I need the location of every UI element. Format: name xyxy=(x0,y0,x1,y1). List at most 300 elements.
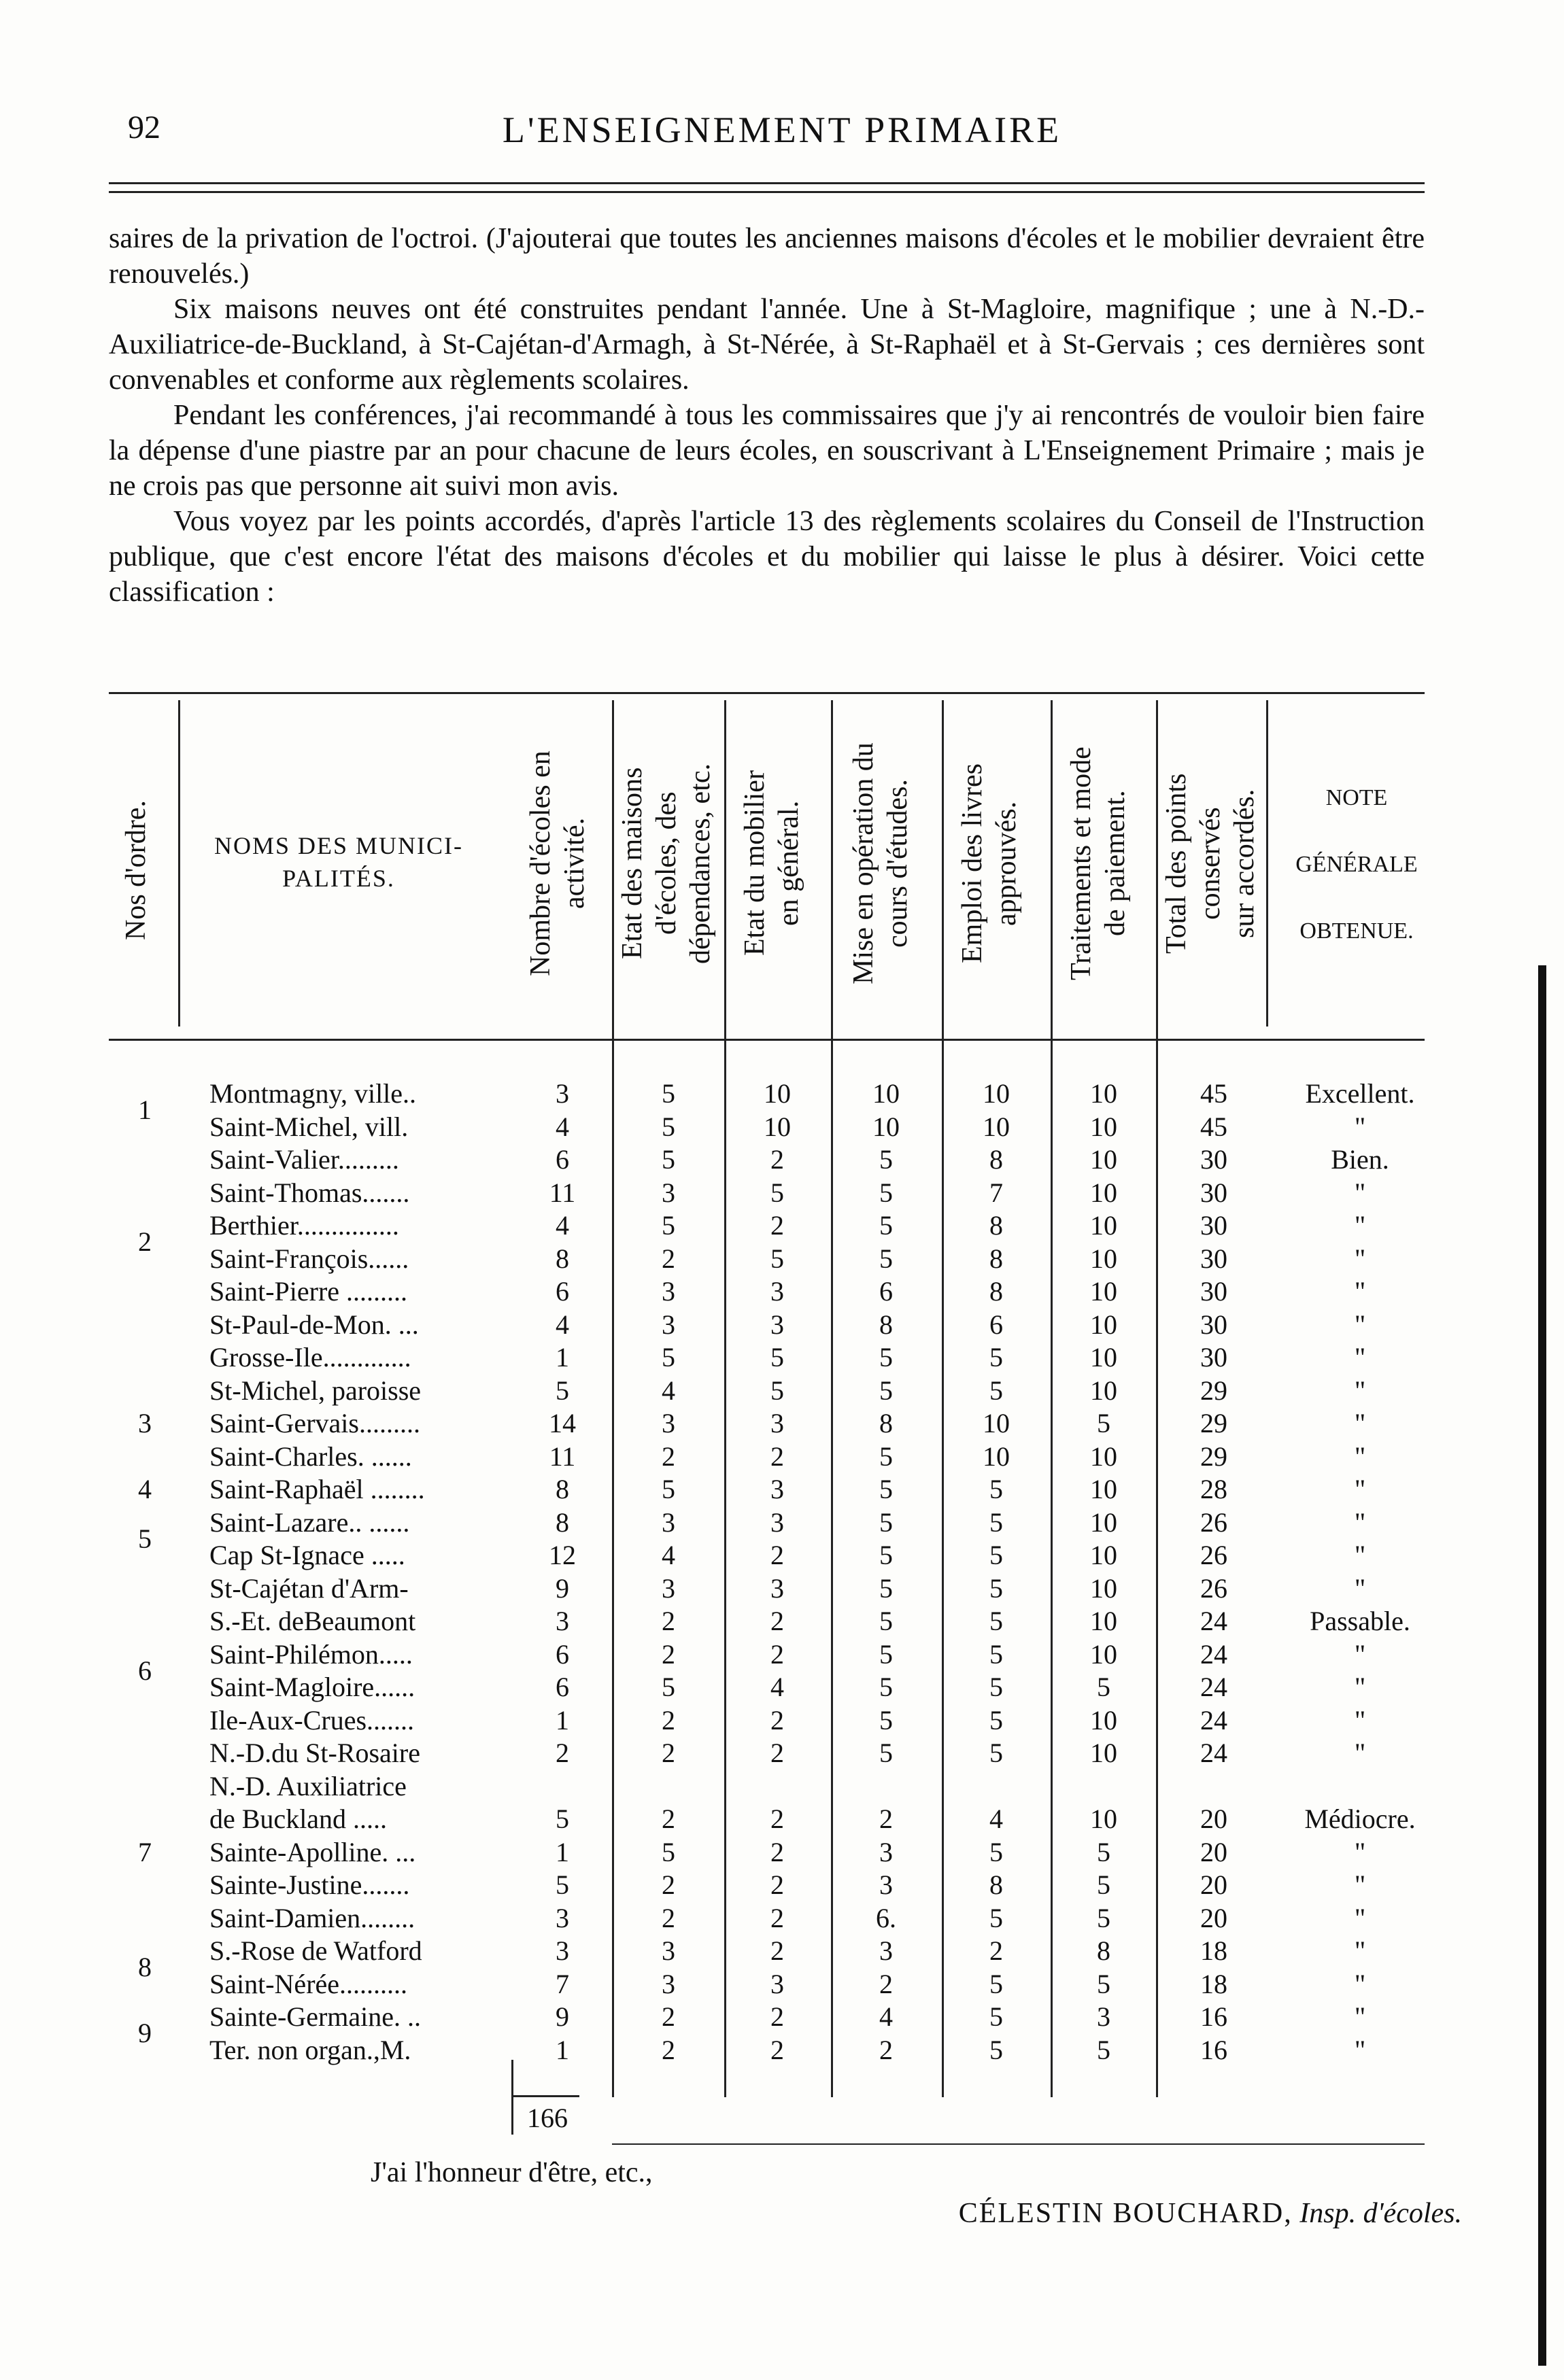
municipality-name: Saint-Charles. ...... xyxy=(209,1441,412,1472)
cell-note: " xyxy=(1354,1738,1366,1768)
cell-courses: 5 xyxy=(879,1342,893,1373)
cell-books: 8 xyxy=(989,1243,1003,1274)
cell-total: 30 xyxy=(1200,1276,1227,1307)
cell-salaries: 10 xyxy=(1090,1474,1117,1504)
cell-houses: 3 xyxy=(662,1968,675,1999)
cell-note: " xyxy=(1354,1375,1366,1406)
cell-books: 5 xyxy=(989,2034,1003,2065)
cell-note: " xyxy=(1354,1672,1366,1702)
cell-books: 5 xyxy=(989,1968,1003,1999)
cell-furniture: 2 xyxy=(770,2001,784,2032)
municipality-name: Sainte-Apolline. ... xyxy=(209,1836,416,1867)
cell-note: Bien. xyxy=(1331,1144,1389,1175)
header-rule xyxy=(109,182,1425,184)
cell-total: 20 xyxy=(1200,1869,1227,1900)
cell-books: 5 xyxy=(989,2001,1003,2032)
cell-courses: 3 xyxy=(879,1935,893,1966)
cell-furniture: 5 xyxy=(770,1177,784,1208)
cell-salaries: 10 xyxy=(1090,1441,1117,1472)
table-top-rule xyxy=(109,692,1425,694)
header-schools: Nombre d'écoles en activité. xyxy=(525,751,590,976)
cell-total: 30 xyxy=(1200,1144,1227,1175)
cell-salaries: 10 xyxy=(1090,1111,1117,1142)
paragraph: Six maisons neuves ont été construites pendant l'année. Une à St-Magloire, magnifique ; une à N.-D.-Auxiliatrice-de-Buckland, à St-Cajétan-d'Armagh, à St-Nérée, à St-Raphaël et à St-Gervais ; ces dernières sont convenables et conforme aux règlements scolaires. xyxy=(109,294,1425,396)
cell-schools: 8 xyxy=(556,1506,569,1538)
cell-houses: 5 xyxy=(662,1111,675,1142)
municipality-name: N.-D.du St-Rosaire xyxy=(209,1738,420,1768)
cell-total: 20 xyxy=(1200,1836,1227,1867)
cell-furniture: 2 xyxy=(770,1804,784,1834)
cell-salaries: 10 xyxy=(1090,1243,1117,1274)
group-number: 2 xyxy=(138,1226,152,1258)
cell-houses: 5 xyxy=(662,1210,675,1241)
cell-houses: 5 xyxy=(662,1836,675,1867)
header-furniture: Etat du mobilier en général. xyxy=(739,770,804,956)
header-courses: Mise en opération du cours d'études. xyxy=(848,742,913,984)
header-note: NOTE GÉNÉRALE OBTENUE. xyxy=(1295,785,1418,944)
cell-books: 5 xyxy=(989,1704,1003,1736)
cell-total: 20 xyxy=(1200,1804,1227,1834)
cell-schools: 8 xyxy=(556,1474,569,1504)
sum-rule xyxy=(511,2095,579,2097)
cell-schools: 9 xyxy=(556,2001,569,2032)
cell-salaries: 5 xyxy=(1097,1869,1110,1900)
cell-furniture: 10 xyxy=(764,1111,791,1142)
header-order: Nos d'ordre. xyxy=(120,800,152,940)
municipality-name: Ile-Aux-Crues....... xyxy=(209,1704,415,1736)
cell-courses: 5 xyxy=(879,1441,893,1472)
cell-note: " xyxy=(1354,1408,1366,1438)
cell-courses: 3 xyxy=(879,1836,893,1867)
cell-furniture: 2 xyxy=(770,1540,784,1570)
cell-salaries: 5 xyxy=(1097,1968,1110,1999)
municipality-name: Saint-Damien........ xyxy=(209,1902,415,1933)
cell-total: 29 xyxy=(1200,1375,1227,1406)
header-names: NOMS DES MUNICI-PALITÉS. xyxy=(214,832,464,892)
cell-courses: 5 xyxy=(879,1704,893,1736)
cell-books: 8 xyxy=(989,1210,1003,1241)
header-books: Emploi des livres approuvés. xyxy=(957,763,1022,963)
cell-note: " xyxy=(1354,1276,1366,1307)
cell-salaries: 10 xyxy=(1090,1177,1117,1208)
cell-books: 10 xyxy=(983,1441,1010,1472)
cell-furniture: 2 xyxy=(770,1836,784,1867)
cell-note: " xyxy=(1354,1441,1366,1472)
cell-houses: 3 xyxy=(662,1276,675,1307)
cell-note: " xyxy=(1354,1902,1366,1933)
cell-note: " xyxy=(1354,1968,1366,1999)
group-number: 1 xyxy=(138,1094,152,1126)
cell-books: 10 xyxy=(983,1078,1010,1109)
cell-furniture: 2 xyxy=(770,1606,784,1636)
cell-salaries: 10 xyxy=(1090,1738,1117,1768)
cell-note: " xyxy=(1354,1869,1366,1900)
municipality-name: de Buckland ..... xyxy=(209,1804,388,1834)
cell-books: 8 xyxy=(989,1869,1003,1900)
cell-books: 10 xyxy=(983,1111,1010,1142)
cell-books: 5 xyxy=(989,1474,1003,1504)
page-number: 92 xyxy=(128,109,160,145)
cell-note: " xyxy=(1354,1704,1366,1736)
cell-books: 5 xyxy=(989,1342,1003,1373)
cell-courses: 5 xyxy=(879,1738,893,1768)
municipality-name: St-Michel, paroisse xyxy=(209,1375,422,1406)
cell-houses: 2 xyxy=(662,1902,675,1933)
cell-books: 5 xyxy=(989,1672,1003,1702)
cell-courses: 6 xyxy=(879,1276,893,1307)
cell-note: " xyxy=(1354,1309,1366,1340)
cell-courses: 5 xyxy=(879,1243,893,1274)
cell-schools: 6 xyxy=(556,1144,569,1175)
cell-courses: 5 xyxy=(879,1474,893,1504)
cell-salaries: 3 xyxy=(1097,2001,1110,2032)
group-number: 5 xyxy=(138,1523,152,1554)
cell-courses: 5 xyxy=(879,1638,893,1670)
cell-courses: 8 xyxy=(879,1309,893,1340)
cell-courses: 2 xyxy=(879,1804,893,1834)
cell-salaries: 5 xyxy=(1097,1672,1110,1702)
cell-schools: 5 xyxy=(556,1804,569,1834)
cell-note: " xyxy=(1354,1506,1366,1538)
cell-books: 5 xyxy=(989,1506,1003,1538)
cell-furniture: 2 xyxy=(770,1869,784,1900)
cell-schools: 11 xyxy=(549,1177,576,1208)
municipality-name: Grosse-Ile............. xyxy=(209,1342,411,1373)
cell-salaries: 5 xyxy=(1097,1836,1110,1867)
cell-courses: 5 xyxy=(879,1606,893,1636)
cell-total: 20 xyxy=(1200,1902,1227,1933)
cell-salaries: 10 xyxy=(1090,1540,1117,1570)
cell-schools: 1 xyxy=(556,1836,569,1867)
cell-schools: 6 xyxy=(556,1672,569,1702)
cell-salaries: 10 xyxy=(1090,1210,1117,1241)
cell-furniture: 2 xyxy=(770,1935,784,1966)
cell-houses: 5 xyxy=(662,1078,675,1109)
municipality-name: Saint-Raphaël ........ xyxy=(209,1474,425,1504)
cell-salaries: 10 xyxy=(1090,1572,1117,1604)
cell-note: " xyxy=(1354,1111,1366,1142)
cell-furniture: 2 xyxy=(770,1738,784,1768)
table-head-rule xyxy=(109,1039,1425,1041)
cell-total: 24 xyxy=(1200,1738,1227,1768)
cell-schools: 14 xyxy=(549,1408,576,1438)
signature-name: CÉLESTIN BOUCHARD, xyxy=(958,2198,1293,2229)
cell-schools: 4 xyxy=(556,1309,569,1340)
cell-total: 24 xyxy=(1200,1638,1227,1670)
cell-note: Passable. xyxy=(1310,1606,1410,1636)
cell-schools: 5 xyxy=(556,1869,569,1900)
municipality-name: Saint-Michel, vill. xyxy=(209,1111,409,1142)
cell-furniture: 2 xyxy=(770,1210,784,1241)
cell-note: Excellent. xyxy=(1305,1078,1415,1109)
cell-total: 26 xyxy=(1200,1506,1227,1538)
cell-courses: 8 xyxy=(879,1408,893,1438)
cell-furniture: 3 xyxy=(770,1572,784,1604)
cell-furniture: 2 xyxy=(770,1144,784,1175)
signature xyxy=(959,2197,1462,2230)
cell-furniture: 3 xyxy=(770,1474,784,1504)
column-rule xyxy=(942,700,944,2097)
cell-total: 30 xyxy=(1200,1210,1227,1241)
paragraph: Pendant les conférences, j'ai recommandé à tous les commissaires que j'y ai rencontrés de vouloir bien faire la dépense d'une piastre par an pour chacune de leurs écoles, en souscrivant à L'Enseignement Primaire ; mais je ne crois pas que personne ait suivi mon avis. xyxy=(109,400,1425,502)
sum-schools: 166 xyxy=(527,2103,568,2133)
cell-total: 26 xyxy=(1200,1540,1227,1570)
group-number: 8 xyxy=(138,1952,152,1983)
cell-schools: 8 xyxy=(556,1243,569,1274)
cell-schools: 11 xyxy=(549,1441,576,1472)
cell-note: " xyxy=(1354,1243,1366,1274)
cell-books: 5 xyxy=(989,1902,1003,1933)
cell-salaries: 10 xyxy=(1090,1804,1117,1834)
municipality-name: Cap St-Ignace ..... xyxy=(209,1540,405,1570)
cell-total: 26 xyxy=(1200,1572,1227,1604)
cell-courses: 5 xyxy=(879,1540,893,1570)
cell-note: " xyxy=(1354,1177,1366,1208)
cell-total: 30 xyxy=(1200,1342,1227,1373)
cell-salaries: 5 xyxy=(1097,1902,1110,1933)
closing-line: J'ai l'honneur d'être, etc., xyxy=(371,2157,653,2188)
cell-houses: 3 xyxy=(662,1572,675,1604)
municipality-name: N.-D. Auxiliatrice xyxy=(209,1770,407,1801)
cell-note: " xyxy=(1354,1572,1366,1604)
cell-furniture: 10 xyxy=(764,1078,791,1109)
cell-courses: 5 xyxy=(879,1375,893,1406)
cell-total: 29 xyxy=(1200,1441,1227,1472)
cell-schools: 1 xyxy=(556,2034,569,2065)
cell-salaries: 5 xyxy=(1097,2034,1110,2065)
cell-houses: 5 xyxy=(662,1144,675,1175)
cell-salaries: 8 xyxy=(1097,1935,1110,1966)
cell-courses: 5 xyxy=(879,1210,893,1241)
cell-houses: 3 xyxy=(662,1408,675,1438)
cell-salaries: 10 xyxy=(1090,1506,1117,1538)
cell-houses: 4 xyxy=(662,1375,675,1406)
cell-furniture: 2 xyxy=(770,2034,784,2065)
cell-houses: 3 xyxy=(662,1177,675,1208)
cell-note: " xyxy=(1354,1474,1366,1504)
municipality-name: S.-Et. deBeaumont xyxy=(209,1606,416,1636)
cell-books: 5 xyxy=(989,1836,1003,1867)
cell-houses: 2 xyxy=(662,1804,675,1834)
cell-furniture: 2 xyxy=(770,1902,784,1933)
group-number: 6 xyxy=(138,1655,152,1686)
cell-note: " xyxy=(1354,2034,1366,2065)
header-houses: Etat des maisons d'écoles, des dépendances, etc. xyxy=(617,763,716,964)
cell-schools: 6 xyxy=(556,1276,569,1307)
cell-schools: 1 xyxy=(556,1342,569,1373)
cell-total: 29 xyxy=(1200,1408,1227,1438)
cell-total: 24 xyxy=(1200,1704,1227,1736)
cell-total: 45 xyxy=(1200,1111,1227,1142)
cell-books: 5 xyxy=(989,1606,1003,1636)
cell-books: 8 xyxy=(989,1144,1003,1175)
cell-houses: 3 xyxy=(662,1935,675,1966)
cell-furniture: 5 xyxy=(770,1375,784,1406)
header-salaries: Traitements et mode de paiement. xyxy=(1066,746,1131,980)
signature-title: Insp. d'écoles. xyxy=(1299,2198,1462,2229)
cell-total: 18 xyxy=(1200,1935,1227,1966)
cell-note: " xyxy=(1354,1836,1366,1867)
column-rule xyxy=(178,700,180,1027)
municipality-name: Sainte-Justine....... xyxy=(209,1869,410,1900)
municipality-name: Saint-Magloire...... xyxy=(209,1672,415,1702)
municipality-name: Saint-Lazare.. ...... xyxy=(209,1506,410,1538)
cell-houses: 5 xyxy=(662,1474,675,1504)
cell-schools: 7 xyxy=(556,1968,569,1999)
cell-houses: 2 xyxy=(662,2001,675,2032)
cell-schools: 12 xyxy=(549,1540,576,1570)
cell-courses: 2 xyxy=(879,2034,893,2065)
cell-salaries: 10 xyxy=(1090,1638,1117,1670)
cell-books: 5 xyxy=(989,1375,1003,1406)
cell-total: 16 xyxy=(1200,2034,1227,2065)
cell-furniture: 3 xyxy=(770,1276,784,1307)
cell-note: " xyxy=(1354,2001,1366,2032)
municipality-name: Ter. non organ.,M. xyxy=(209,2034,411,2065)
cell-houses: 2 xyxy=(662,1738,675,1768)
cell-schools: 5 xyxy=(556,1375,569,1406)
cell-houses: 2 xyxy=(662,1704,675,1736)
cell-schools: 3 xyxy=(556,1935,569,1966)
cell-courses: 4 xyxy=(879,2001,893,2032)
cell-total: 24 xyxy=(1200,1606,1227,1636)
cell-houses: 3 xyxy=(662,1506,675,1538)
cell-courses: 10 xyxy=(872,1078,900,1109)
cell-houses: 5 xyxy=(662,1672,675,1702)
municipality-name: Montmagny, ville.. xyxy=(209,1078,417,1109)
municipality-name: Saint-Gervais......... xyxy=(209,1408,420,1438)
cell-note: " xyxy=(1354,1210,1366,1241)
cell-books: 5 xyxy=(989,1738,1003,1768)
municipality-name: Saint-Philémon..... xyxy=(209,1638,413,1670)
scan-edge xyxy=(1538,965,1546,2366)
group-number: 4 xyxy=(138,1474,152,1504)
cell-schools: 4 xyxy=(556,1210,569,1241)
municipality-name: St-Cajétan d'Arm- xyxy=(209,1572,409,1604)
cell-houses: 2 xyxy=(662,1243,675,1274)
cell-courses: 10 xyxy=(872,1111,900,1142)
municipality-name: Saint-Nérée.......... xyxy=(209,1968,408,1999)
cell-furniture: 5 xyxy=(770,1342,784,1373)
cell-note: " xyxy=(1354,1935,1366,1966)
column-rule xyxy=(1156,700,1158,2097)
cell-books: 2 xyxy=(989,1935,1003,1966)
cell-note: " xyxy=(1354,1638,1366,1670)
cell-salaries: 10 xyxy=(1090,1704,1117,1736)
cell-salaries: 10 xyxy=(1090,1375,1117,1406)
cell-books: 7 xyxy=(989,1177,1003,1208)
cell-total: 30 xyxy=(1200,1309,1227,1340)
municipality-name: Berthier............... xyxy=(209,1210,399,1241)
cell-total: 18 xyxy=(1200,1968,1227,1999)
cell-furniture: 2 xyxy=(770,1441,784,1472)
municipality-name: Sainte-Germaine. .. xyxy=(209,2001,421,2032)
header-total: Total des points conservés sur accordés. xyxy=(1161,773,1260,954)
table-bottom-rule xyxy=(612,2143,1425,2145)
cell-courses: 3 xyxy=(879,1869,893,1900)
cell-houses: 2 xyxy=(662,1606,675,1636)
cell-total: 30 xyxy=(1200,1243,1227,1274)
cell-total: 24 xyxy=(1200,1672,1227,1702)
cell-salaries: 5 xyxy=(1097,1408,1110,1438)
cell-courses: 5 xyxy=(879,1144,893,1175)
column-rule xyxy=(1266,700,1268,1027)
cell-note: " xyxy=(1354,1540,1366,1570)
municipality-name: Saint-Pierre ......... xyxy=(209,1276,408,1307)
cell-courses: 6. xyxy=(876,1902,896,1933)
cell-furniture: 4 xyxy=(770,1672,784,1702)
cell-furniture: 3 xyxy=(770,1408,784,1438)
cell-houses: 2 xyxy=(662,2034,675,2065)
cell-furniture: 2 xyxy=(770,1638,784,1670)
cell-total: 28 xyxy=(1200,1474,1227,1504)
cell-schools: 3 xyxy=(556,1078,569,1109)
cell-houses: 2 xyxy=(662,1638,675,1670)
cell-furniture: 2 xyxy=(770,1704,784,1736)
cell-furniture: 3 xyxy=(770,1506,784,1538)
cell-books: 5 xyxy=(989,1638,1003,1670)
group-number: 3 xyxy=(138,1408,152,1438)
cell-books: 8 xyxy=(989,1276,1003,1307)
group-number: 7 xyxy=(138,1836,152,1867)
municipality-name: Saint-Thomas....... xyxy=(209,1177,410,1208)
cell-courses: 5 xyxy=(879,1506,893,1538)
cell-courses: 5 xyxy=(879,1672,893,1702)
cell-schools: 2 xyxy=(556,1738,569,1768)
cell-houses: 4 xyxy=(662,1540,675,1570)
cell-houses: 2 xyxy=(662,1441,675,1472)
cell-books: 6 xyxy=(989,1309,1003,1340)
municipality-name: Saint-Valier......... xyxy=(209,1144,399,1175)
header-rule-2 xyxy=(109,191,1425,193)
group-number: 9 xyxy=(138,2018,152,2049)
cell-salaries: 10 xyxy=(1090,1078,1117,1109)
cell-houses: 2 xyxy=(662,1869,675,1900)
cell-furniture: 5 xyxy=(770,1243,784,1274)
paragraph: Vous voyez par les points accordés, d'après l'article 13 des règlements scolaires du Conseil de l'Instruction publique, que c'est encore l'état des maisons d'écoles et du mobilier qui laisse le plus à désirer. Voici cette classification : xyxy=(109,506,1425,608)
cell-schools: 9 xyxy=(556,1572,569,1604)
cell-furniture: 3 xyxy=(770,1968,784,1999)
cell-furniture: 3 xyxy=(770,1309,784,1340)
column-rule xyxy=(831,700,833,2097)
municipality-name: Saint-François...... xyxy=(209,1243,409,1274)
cell-salaries: 10 xyxy=(1090,1606,1117,1636)
paragraph: saires de la privation de l'octroi. (J'ajouterai que toutes les anciennes maisons d'écoles et le mobilier devraient être renouvelés.) xyxy=(109,223,1425,290)
cell-houses: 3 xyxy=(662,1309,675,1340)
cell-courses: 5 xyxy=(879,1177,893,1208)
cell-books: 4 xyxy=(989,1804,1003,1834)
cell-salaries: 10 xyxy=(1090,1309,1117,1340)
cell-courses: 2 xyxy=(879,1968,893,1999)
running-head: L'ENSEIGNEMENT PRIMAIRE xyxy=(502,109,1062,150)
cell-houses: 5 xyxy=(662,1342,675,1373)
cell-note: Médiocre. xyxy=(1304,1804,1416,1834)
cell-schools: 6 xyxy=(556,1638,569,1670)
cell-salaries: 10 xyxy=(1090,1144,1117,1175)
cell-total: 16 xyxy=(1200,2001,1227,2032)
cell-schools: 3 xyxy=(556,1902,569,1933)
cell-courses: 5 xyxy=(879,1572,893,1604)
cell-note: " xyxy=(1354,1342,1366,1373)
cell-schools: 4 xyxy=(556,1111,569,1142)
cell-total: 45 xyxy=(1200,1078,1227,1109)
cell-total: 30 xyxy=(1200,1177,1227,1208)
municipality-name: S.-Rose de Watford xyxy=(209,1935,422,1966)
cell-schools: 3 xyxy=(556,1606,569,1636)
cell-books: 5 xyxy=(989,1540,1003,1570)
body-text xyxy=(109,221,1425,610)
cell-salaries: 10 xyxy=(1090,1276,1117,1307)
